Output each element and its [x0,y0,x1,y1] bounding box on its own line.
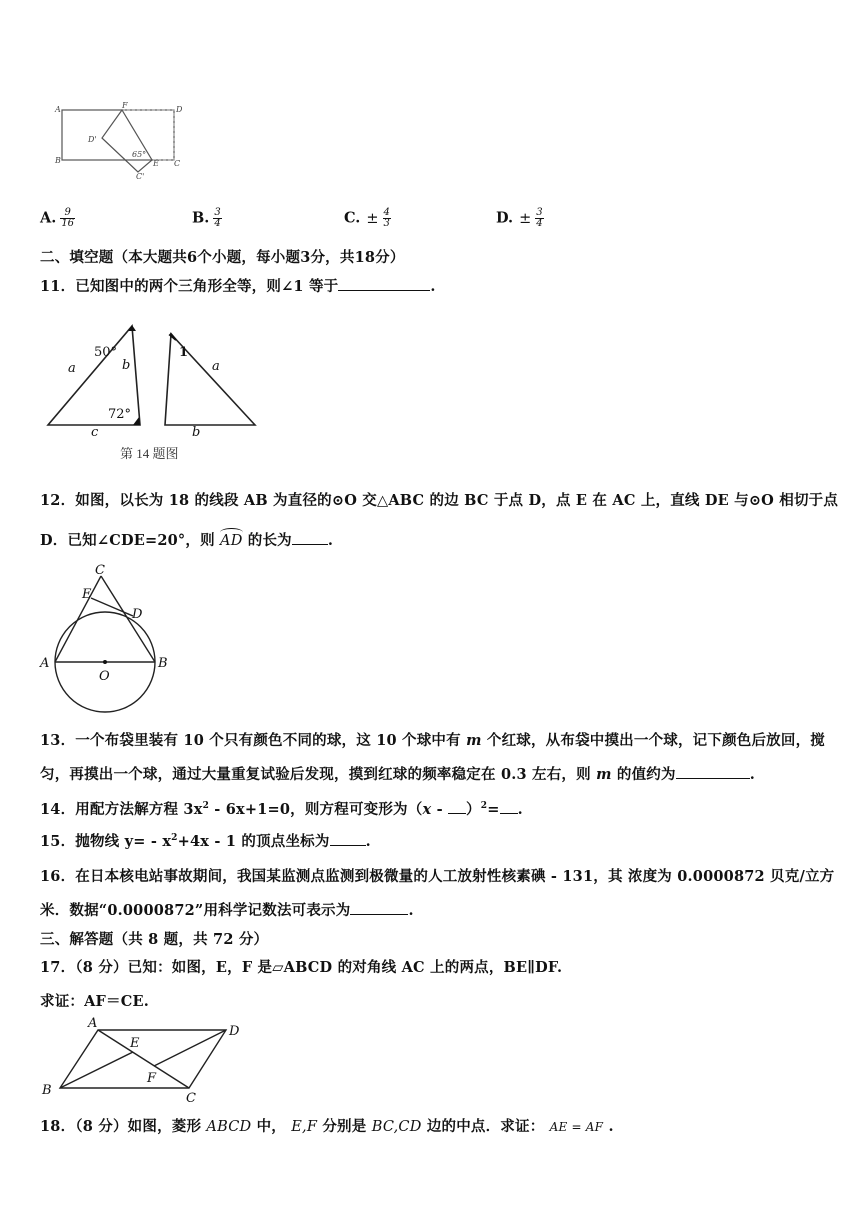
point-d-label-17: D [229,1024,240,1039]
fig10-angle-label: 65° [132,150,147,159]
question-13-line-1: 13．一个布袋里装有 10 个只有颜色不同的球，这 10 个球中有 m 个红球，从布袋中摸出一个球，记下颜色后放回，搅 [40,732,825,749]
answer-blank-15[interactable] [330,833,366,846]
point-c-label: C [95,563,105,578]
point-e-label-17: E [130,1036,140,1051]
answer-blank-16[interactable] [350,902,408,915]
point-b-label: B [158,656,168,671]
question-18: 18．（8 分）如图，菱形 ABCD 中， E,F 分别是 BC,CD 边的中点．求证： AE = AF . [40,1118,614,1135]
question-13-line-2: 匀，再摸出一个球，通过大量重复试验后发现，摸到红球的频率稳定在 0.3 左右，则 m 的值约为 . [40,766,755,783]
question-16-line-2: 米．数据“0.0000872”用科学记数法可表示为 . [40,902,414,919]
option-d: D. ± $\frac{3}{4}$ [496,207,543,229]
question-15: 15．抛物线 $y= - x^2+4x - 1$ 的顶点坐标为 . [40,833,371,850]
fold-rectangle-figure [52,100,192,180]
side-b2-label: b [192,425,201,440]
side-a2-label: a [212,359,220,374]
point-e-label: E [82,587,92,602]
answer-blank-13[interactable] [676,766,750,779]
point-a-label: A [40,656,50,671]
question-17-line-2: 求证：AF＝CE. [40,993,149,1010]
answer-blank-14a[interactable] [448,801,466,814]
arc-ad: AD [220,530,243,549]
option-b: B. $\frac{3}{4}$ [192,207,221,229]
question-14: 14．用配方法解方程 $3x^2 - 6x+1=0$，则方程可变形为（x - ）$^2$= . [40,801,523,818]
point-d-label: D [132,607,143,622]
fig10-label-d-prime: D' [88,135,97,144]
side-b-label: b [122,358,131,373]
question-17-line-1: 17．（8 分）已知：如图，E，F 是▱ABCD 的对角线 AC 上的两点，BE∥DF. [40,959,563,976]
option-a: A. $\frac{9}{16}$ [40,207,75,229]
section-3-heading: 三、解答题（共 8 题，共 72 分） [40,931,269,948]
fig10-label-d: D [176,105,183,114]
fig10-label-c: C [174,159,181,168]
question-12-line-1: 12．如图，以长为 18 的线段 AB 为直径的⊙O 交△ABC 的边 BC 于点 D，点 E 在 AC 上，直线 DE 与⊙O 相切于点 [40,492,839,509]
fig10-label-a: A [55,105,61,114]
fig10-label-e: E [153,159,159,168]
angle-72-label: 72° [108,407,132,422]
question-11: 11．已知图中的两个三角形全等，则∠1 等于 . [40,278,436,295]
fig10-label-b: B [55,156,61,165]
point-a-label-17: A [88,1016,98,1031]
side-a-label: a [68,361,76,376]
answer-blank-14b[interactable] [500,801,518,814]
circle-triangle-figure [36,560,186,720]
point-c-label-17: C [186,1091,196,1104]
fig10-label-f: F [122,101,128,110]
option-c: C. ± $\frac{4}{3}$ [344,207,390,229]
congruent-triangles-figure [40,318,280,468]
parallelogram-symbol: ▱ [272,959,284,976]
question-16-line-1: 16．在日本核电站事故期间，我国某监测点监测到极微量的人工放射性核素碘 - 131，其 浓度为 0.0000872 贝克/立方 [40,868,835,885]
angle-1-label: 1 [179,345,189,360]
angle-50-label: 50° [94,345,118,360]
question-12-line-2: D．已知∠CDE=20°，则 AD 的长为 . [40,532,334,549]
point-b-label-17: B [42,1083,52,1098]
answer-blank-11[interactable] [338,278,430,291]
figure-caption: 第 14 题图 [120,446,179,461]
point-o-label: O [99,669,110,684]
side-c-label: c [91,425,99,440]
point-f-label-17: F [147,1071,157,1086]
answer-blank-12[interactable] [292,532,328,545]
section-2-heading: 二、填空题（本大题共6个小题，每小题3分，共18分） [40,249,405,266]
fig10-label-c-prime: C' [136,172,145,180]
parallelogram-figure [36,1014,246,1104]
